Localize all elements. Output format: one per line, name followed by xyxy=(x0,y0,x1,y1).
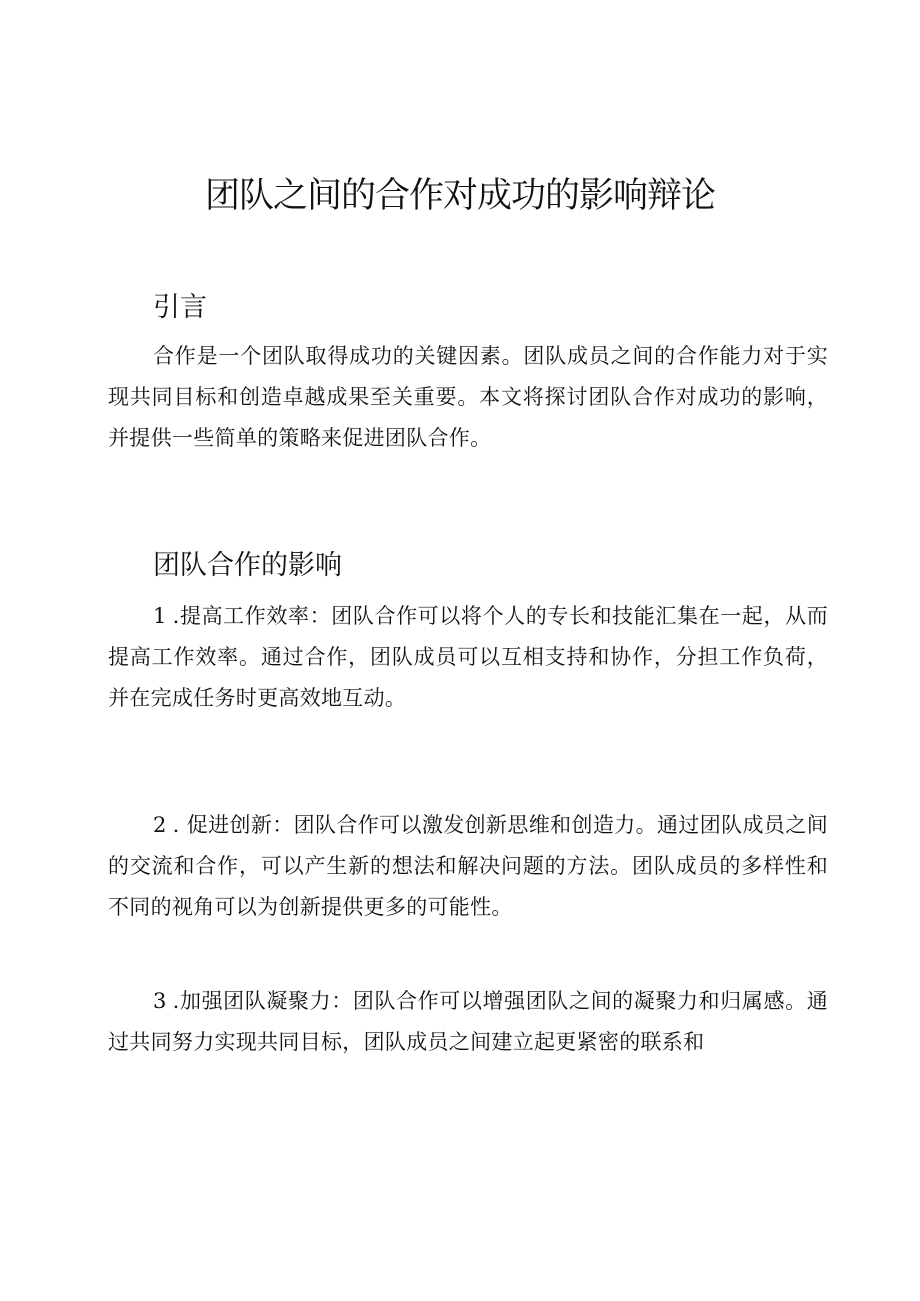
impact-item-1 xyxy=(108,596,828,719)
impact-item-3-text: .加强团队凝聚力：团队合作可以增强团队之间的凝聚力和归属感。通过共同努力实现共同目标，团队成员之间建立起更紧密的联系和 xyxy=(108,989,828,1054)
section-heading-impact: 团队合作的影响 xyxy=(153,550,342,581)
section-heading-introduction: 引言 xyxy=(153,292,207,323)
impact-item-3 xyxy=(108,981,828,1063)
impact-item-1-text: .提高工作效率：团队合作可以将个人的专长和技能汇集在一起，从而提高工作效率。通过合作，团队成员可以互相支持和协作，分担工作负荷，并在完成任务时更高效地互动。 xyxy=(108,604,828,710)
impact-item-2 xyxy=(108,805,828,928)
impact-item-2-number: 2 xyxy=(153,813,167,837)
impact-item-2-text: . 促进创新：团队合作可以激发创新思维和创造力。通过团队成员之间的交流和合作，可以产生新的想法和解决问题的方法。团队成员的多样性和不同的视角可以为创新提供更多的可能性。 xyxy=(108,813,828,919)
impact-item-1-number: 1 xyxy=(153,604,167,628)
impact-item-3-number: 3 xyxy=(153,989,167,1013)
introduction-paragraph: 合作是一个团队取得成功的关键因素。团队成员之间的合作能力对于实现共同目标和创造卓越成果至关重要。本文将探讨团队合作对成功的影响，并提供一些简单的策略来促进团队合作。 xyxy=(108,344,828,450)
document-title: 团队之间的合作对成功的影响辩论 xyxy=(204,176,715,216)
